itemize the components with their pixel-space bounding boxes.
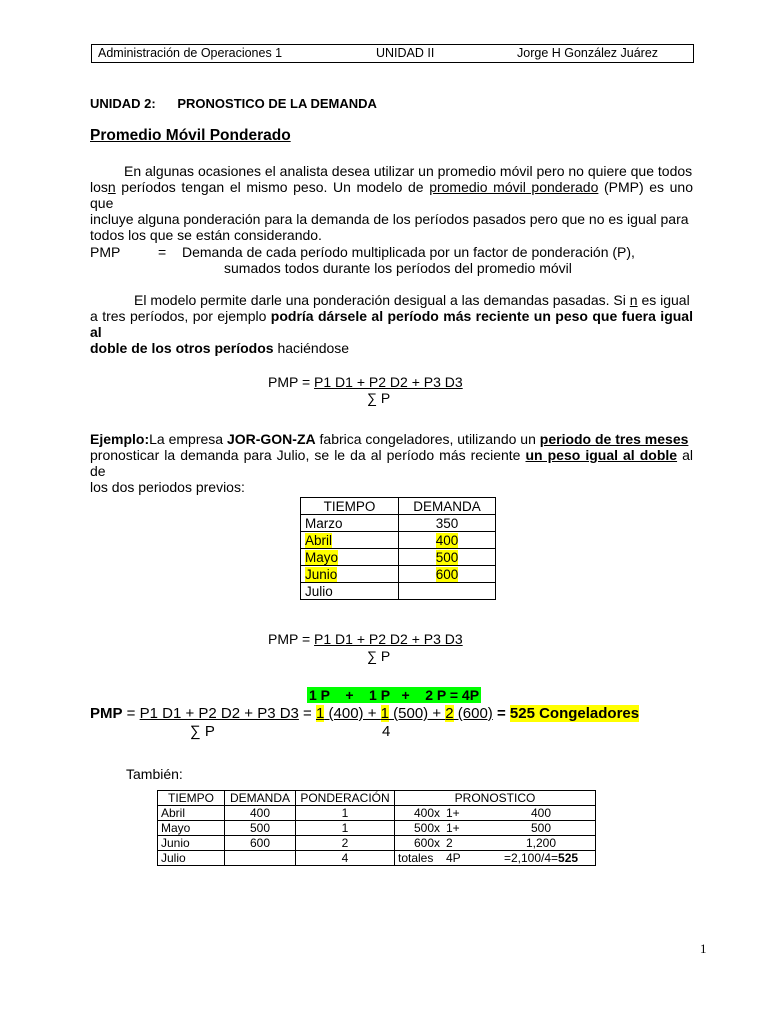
- intro-text: (PMP) es uno que: [90, 179, 694, 211]
- cell-demand: [399, 532, 496, 549]
- calc-eq: =: [492, 705, 510, 722]
- calc-value: (500) +: [388, 705, 446, 722]
- intro-line-1: En algunas ocasiones el analista desea utilizar un promedio móvil pero no quiere que todos: [124, 163, 693, 179]
- unit-title: [90, 96, 377, 111]
- cell-month: [301, 566, 399, 583]
- model-line-3: [90, 340, 693, 356]
- header-ponderacion: PONDERACIÓN: [296, 791, 395, 806]
- month-text: Abril: [305, 532, 333, 548]
- table-row: [301, 566, 496, 583]
- calc-denominator-value: 4: [382, 723, 391, 740]
- table-row: [301, 532, 496, 549]
- forecast-table: [157, 790, 596, 866]
- definition-line-1: Demanda de cada período multiplicada por un factor de ponderación (P),: [182, 244, 635, 260]
- cell-month: [301, 549, 399, 566]
- demand-text: 400: [435, 532, 459, 548]
- cell-month: [301, 532, 399, 549]
- cell-forecast-a: 500x: [395, 821, 444, 836]
- example-line-1: [90, 431, 693, 447]
- cell-forecast-a: 600x: [395, 836, 444, 851]
- section-title: Promedio Móvil Ponderado: [90, 127, 291, 144]
- header-pronostico: PRONOSTICO: [395, 791, 596, 806]
- cell-month: Julio: [158, 851, 225, 866]
- example-text: La empresa: [149, 431, 227, 447]
- intro-text: los: [90, 179, 108, 195]
- header-tiempo: TIEMPO: [158, 791, 225, 806]
- formula-2: [268, 631, 463, 647]
- model-line-1: [90, 292, 693, 308]
- formula-2-denominator: ∑ P: [367, 648, 391, 664]
- model-text: es igual: [637, 292, 690, 308]
- definition-lhs: PMP: [90, 244, 121, 260]
- cell-month: Abril: [158, 806, 225, 821]
- table-row: [301, 549, 496, 566]
- cell-forecast-b: 1+: [443, 821, 487, 836]
- formula-lhs: PMP =: [268, 631, 315, 647]
- demand-text: 350: [435, 515, 459, 531]
- cell-demand: [399, 515, 496, 532]
- example-weight: un peso igual al doble: [525, 447, 678, 463]
- formula-1: [268, 374, 463, 390]
- table-row: [301, 583, 496, 600]
- cell-forecast-c: 500: [487, 821, 596, 836]
- intro-text: períodos tengan el mismo peso. Un modelo de: [115, 179, 430, 195]
- header-unit: UNIDAD II: [376, 46, 435, 60]
- calc-eq: =: [298, 705, 316, 722]
- model-paragraph: [90, 292, 693, 356]
- demand-text: 600: [435, 566, 459, 582]
- cell-demand: [225, 851, 296, 866]
- model-n: n: [629, 292, 638, 308]
- calc-line: [90, 705, 639, 723]
- calc-value: (600): [453, 705, 493, 722]
- cell-weight: 2: [296, 836, 395, 851]
- cell-forecast-b: 4P: [443, 851, 487, 866]
- example-line-3: los dos periodos previos:: [90, 479, 245, 495]
- definition-eq: =: [158, 244, 167, 260]
- intro-term: promedio móvil ponderado: [429, 179, 599, 195]
- table-row: [158, 806, 596, 821]
- month-text: Julio: [305, 583, 333, 599]
- intro-line-2: [90, 179, 693, 211]
- model-bold: podría dársele al período más reciente un peso que fuera igual al: [90, 308, 693, 340]
- example-text: fabrica congeladores, utilizando un: [315, 431, 540, 447]
- total-formula: =2,100/4=: [503, 851, 559, 865]
- intro-paragraph: [90, 163, 693, 243]
- cell-forecast-c: 1,200: [487, 836, 596, 851]
- demand-table: [300, 497, 496, 600]
- intro-line-4: todos los que se están considerando.: [90, 227, 322, 243]
- cell-weight: 1: [296, 806, 395, 821]
- header-demanda: DEMANDA: [399, 498, 496, 515]
- example-text: al de: [90, 447, 693, 479]
- header-author: Jorge H González Juárez: [517, 46, 659, 60]
- cell-month: Junio: [158, 836, 225, 851]
- example-text: pronosticar la demanda para Julio, se le da al período más reciente: [90, 447, 526, 463]
- header-tiempo: TIEMPO: [301, 498, 399, 515]
- tambien-label: También:: [126, 766, 183, 782]
- cell-month: [301, 583, 399, 600]
- cell-demand: [399, 583, 496, 600]
- weights-line: 1 P + 1 P + 2 P = 4P: [309, 687, 480, 703]
- formula-numerator: P1 D1 + P2 D2 + P3 D3: [314, 631, 463, 647]
- calc-weight: 1: [380, 705, 389, 722]
- cell-month: [301, 515, 399, 532]
- cell-forecast-a: totales: [395, 851, 444, 866]
- unit-text: PRONOSTICO DE LA DEMANDA: [177, 96, 377, 111]
- formula-numerator: P1 D1 + P2 D2 + P3 D3: [314, 374, 463, 390]
- formula-1-denominator: ∑ P: [367, 390, 391, 406]
- calc-pmp: PMP: [90, 705, 123, 722]
- calc-weight: 1: [316, 705, 325, 722]
- header-demanda: DEMANDA: [225, 791, 296, 806]
- model-text: haciéndose: [273, 340, 350, 356]
- table-header-row: [158, 791, 596, 806]
- calc-weight: 2: [445, 705, 454, 722]
- page-number: 1: [700, 941, 707, 956]
- cell-demand: 400: [225, 806, 296, 821]
- calc-result: 525 Congeladores: [509, 705, 640, 722]
- cell-month: Mayo: [158, 821, 225, 836]
- page-header: [91, 44, 694, 63]
- calc-eq: =: [122, 705, 140, 722]
- cell-forecast-b: 2: [443, 836, 487, 851]
- formula-lhs: PMP =: [268, 374, 315, 390]
- cell-demand: 500: [225, 821, 296, 836]
- calc-numerator: P1 D1 + P2 D2 + P3 D3: [139, 705, 299, 722]
- example-line-2: [90, 447, 693, 479]
- cell-demand: [399, 549, 496, 566]
- table-row: [301, 515, 496, 532]
- table-row: [158, 821, 596, 836]
- definition-line-2: sumados todos durante los períodos del promedio móvil: [224, 260, 572, 276]
- intro-n: n: [107, 179, 116, 195]
- demand-text: 500: [435, 549, 459, 565]
- calc-denominator: ∑ P: [190, 723, 215, 740]
- month-text: Marzo: [305, 515, 343, 531]
- model-text: a tres períodos, por ejemplo: [90, 308, 271, 324]
- cell-forecast-b: 1+: [443, 806, 487, 821]
- cell-demand: 600: [225, 836, 296, 851]
- cell-demand: [399, 566, 496, 583]
- intro-line-3: incluye alguna ponderación para la demanda de los períodos pasados pero que no es igual para: [90, 211, 689, 227]
- total-result: 525: [558, 851, 579, 865]
- table-row: [158, 836, 596, 851]
- model-bold: doble de los otros períodos: [90, 340, 274, 356]
- month-text: Mayo: [305, 549, 339, 565]
- month-text: Junio: [305, 566, 338, 582]
- cell-weight: 1: [296, 821, 395, 836]
- model-line-2: [90, 308, 693, 340]
- example-paragraph: [90, 431, 693, 495]
- example-company: JOR-GON-ZA: [226, 431, 316, 447]
- cell-forecast-c: 400: [487, 806, 596, 821]
- table-row: [158, 851, 596, 866]
- cell-weight: 4: [296, 851, 395, 866]
- model-text: El modelo permite darle una ponderación desigual a las demandas pasadas. Si: [134, 292, 630, 308]
- header-course: Administración de Operaciones 1: [98, 46, 283, 60]
- calc-value: (400) +: [324, 705, 381, 722]
- cell-forecast-c: [487, 851, 596, 866]
- example-period: periodo de tres meses: [539, 431, 689, 447]
- example-label: Ejemplo:: [90, 431, 150, 447]
- table-header-row: [301, 498, 496, 515]
- unit-label: UNIDAD 2:: [90, 96, 156, 111]
- cell-forecast-a: 400x: [395, 806, 444, 821]
